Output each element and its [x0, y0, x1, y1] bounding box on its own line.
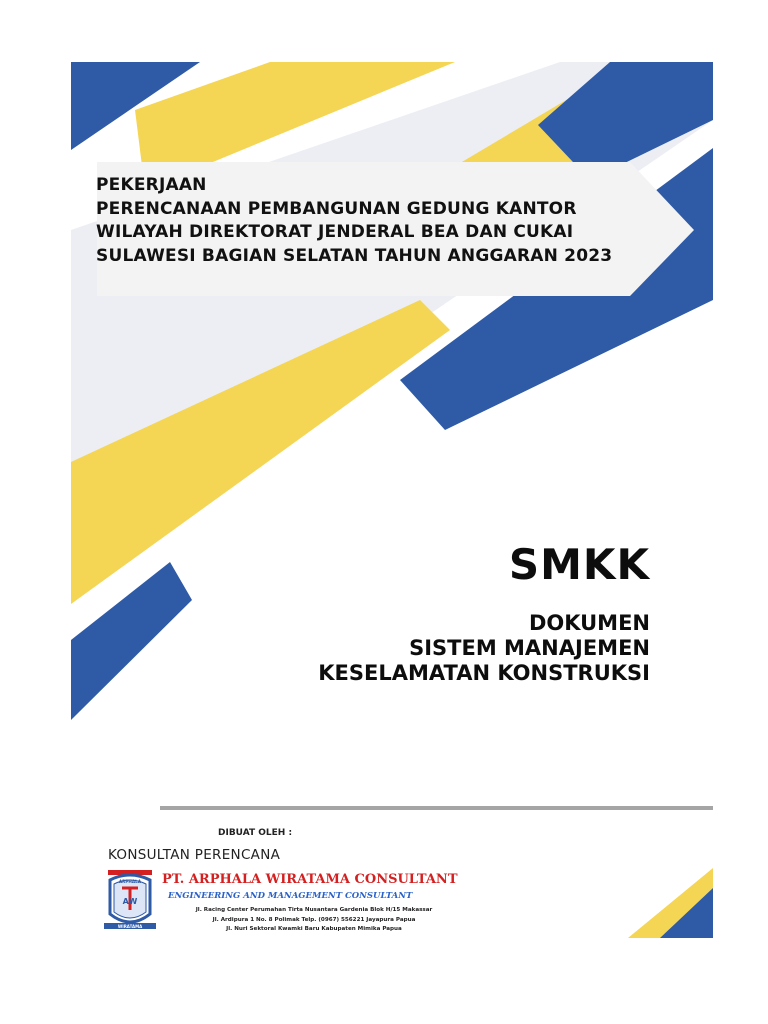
made-by-label: DIBUAT OLEH : — [218, 828, 293, 838]
company-addresses — [164, 906, 464, 935]
header-line-2: PERENCANAAN PEMBANGUNAN GEDUNG KANTOR — [96, 198, 577, 219]
header-line-1: PEKERJAAN — [96, 175, 207, 195]
header-line-4: SULAWESI BAGIAN SELATAN TAHUN ANGGARAN 2023 — [96, 245, 613, 266]
consultant-role: KONSULTAN PERENCANA — [108, 847, 281, 863]
logo-text-bottom: WIRATAMA — [117, 924, 143, 929]
divider-line — [160, 806, 713, 810]
project-header — [96, 174, 656, 268]
company-logo — [100, 866, 160, 936]
subtitle-line-2: SISTEM MANAJEMEN — [409, 636, 650, 660]
document-subtitle — [318, 611, 650, 686]
logo-text-top: ARPHALA — [118, 879, 142, 884]
subtitle-line-3: KESELAMATAN KONSTRUKSI — [318, 661, 650, 685]
address-line-1: Jl. Racing Center Perumahan Tirta Nusantara Gardenia Blok H/15 Makassar — [195, 907, 433, 913]
company-tagline: ENGINEERING AND MANAGEMENT CONSULTANT — [168, 891, 413, 901]
address-line-2: Jl. Ardipura 1 No. 8 Polimak Telp. (0967) 556221 Jayapura Papua — [212, 916, 416, 923]
address-line-3: Jl. Nuri Sektoral Kwamki Baru Kabupaten Mimika Papua — [226, 926, 402, 933]
subtitle-line-1: DOKUMEN — [528, 611, 650, 635]
company-name: PT. ARPHALA WIRATAMA CONSULTANT — [162, 872, 458, 887]
document-title: SMKK — [508, 540, 650, 589]
header-line-3: WILAYAH DIREKTORAT JENDERAL BEA DAN CUKAI — [96, 222, 574, 242]
logo-text-mid: AW — [122, 897, 138, 906]
